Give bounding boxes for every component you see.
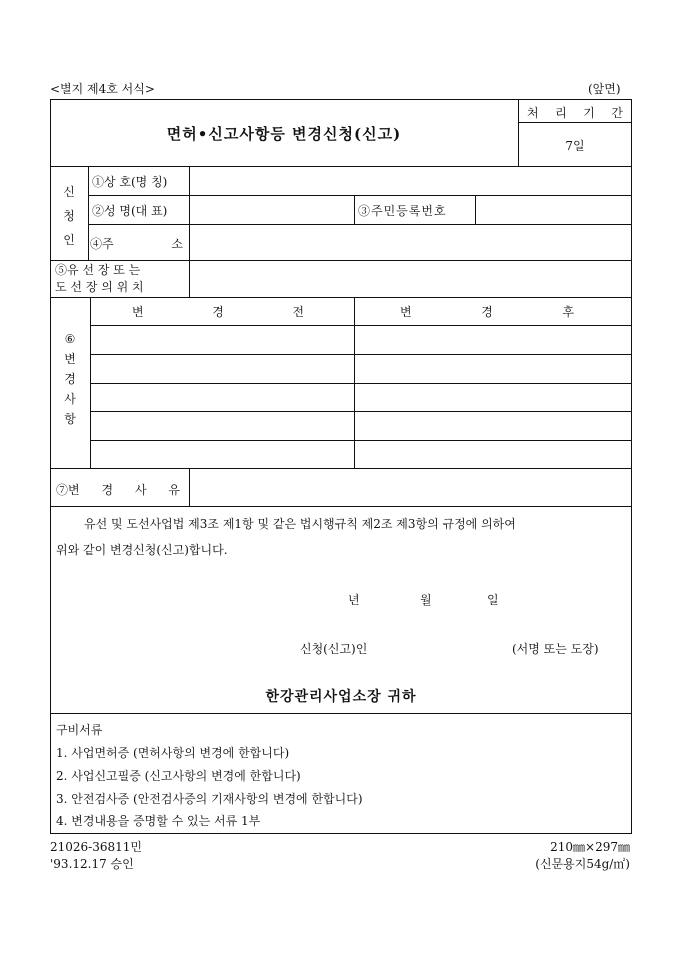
applicant-group-label	[50, 180, 88, 252]
rule	[88, 224, 632, 225]
header-char: 경	[481, 305, 493, 319]
processing-period-value: 7일	[565, 139, 585, 153]
label-char: 청	[63, 209, 75, 223]
location-label-line: ⑤유 선 장 또 는	[55, 263, 141, 277]
rule	[50, 297, 632, 298]
label-char: 인	[63, 233, 75, 247]
location-label-line: 도 선 장 의 위 치	[55, 280, 144, 294]
label-char: 신	[63, 185, 75, 199]
rule	[90, 411, 632, 412]
footer-paper-type: (신문용지54g/㎡)	[535, 857, 630, 871]
label-char: 기	[583, 106, 595, 120]
footer-approval: '93.12.17 승인	[50, 857, 134, 871]
rule	[50, 506, 632, 507]
before-change-header	[132, 303, 304, 320]
label-char: 경	[101, 483, 114, 497]
label-char: ⑥	[64, 332, 76, 346]
rule	[50, 713, 632, 714]
header-char: 전	[292, 305, 304, 319]
changes-split-line	[354, 297, 355, 468]
address-label	[90, 235, 183, 252]
date-day-label: 일	[487, 593, 499, 607]
label-char: 사	[134, 483, 147, 497]
processing-period-label	[527, 104, 623, 121]
footer-form-number: 21026-36811민	[50, 840, 142, 854]
header-char: 경	[212, 305, 224, 319]
document-item: 3. 안전검사증 (안전검사증의 기재사항의 변경에 한합니다)	[56, 792, 363, 806]
resident-number-label: ③주민등록번호	[358, 204, 447, 218]
label-char: 간	[611, 106, 623, 120]
header-char: 후	[562, 305, 574, 319]
changes-group-line	[90, 297, 91, 468]
rule	[88, 195, 632, 196]
label-char: 변	[64, 352, 76, 366]
rule	[90, 354, 632, 355]
applicant-group-line	[88, 166, 89, 260]
page-side-label: (앞면)	[588, 82, 621, 96]
recipient-line: 한강관리사업소장 귀하	[265, 689, 417, 705]
title-rule	[50, 166, 632, 167]
label-char: 리	[555, 106, 567, 120]
change-reason-label	[56, 481, 180, 498]
label-char: ⑦변	[56, 483, 80, 497]
document-item: 1. 사업면허증 (면허사항의 변경에 한합니다)	[56, 746, 290, 760]
resident-label-right-line	[475, 195, 476, 224]
applicant-signature-label: 신청(신고)인	[300, 642, 368, 656]
label-char: 항	[64, 412, 76, 426]
declaration-text: 유선 및 도선사업법 제3조 제1항 및 같은 법시행규칙 제2조 제3항의 규정에 의하여	[84, 517, 516, 531]
label-char: 사	[64, 392, 76, 406]
form-number-label: <별지 제4호 서식>	[50, 82, 155, 96]
resident-label-left-line	[354, 195, 355, 224]
signature-note: (서명 또는 도장)	[512, 642, 599, 656]
document-item: 2. 사업신고필증 (신고사항의 변경에 한합니다)	[56, 769, 301, 783]
date-year-label: 년	[348, 593, 360, 607]
rule	[90, 383, 632, 384]
rule	[50, 468, 632, 469]
processing-divider	[518, 122, 632, 123]
company-name-label: ①상 호(명 칭)	[92, 175, 168, 189]
label-char: 유	[168, 483, 180, 497]
rule	[50, 260, 632, 261]
document-item: 4. 변경내용을 증명할 수 있는 서류 1부	[56, 814, 261, 828]
rule	[90, 440, 632, 441]
footer-paper-size: 210㎜×297㎜	[550, 840, 630, 854]
label-column-line	[189, 166, 190, 297]
changes-group-label	[50, 329, 90, 429]
label-char: 경	[64, 372, 76, 386]
representative-label: ②성 명(대 표)	[92, 204, 168, 218]
label-char: ④주	[90, 237, 114, 251]
label-char: 처	[527, 106, 539, 120]
processing-column-line	[518, 99, 519, 166]
label-char: 소	[171, 237, 183, 251]
declaration-text: 위와 같이 변경신청(신고)합니다.	[56, 543, 228, 557]
header-char: 변	[400, 305, 412, 319]
after-change-header	[400, 303, 574, 320]
location-label	[55, 262, 144, 296]
date-month-label: 월	[420, 593, 432, 607]
documents-heading: 구비서류	[56, 723, 103, 737]
form-title: 면허•신고사항등 변경신청(신고)	[166, 125, 402, 143]
header-char: 변	[132, 305, 144, 319]
reason-label-line	[189, 468, 190, 506]
rule	[90, 325, 632, 326]
